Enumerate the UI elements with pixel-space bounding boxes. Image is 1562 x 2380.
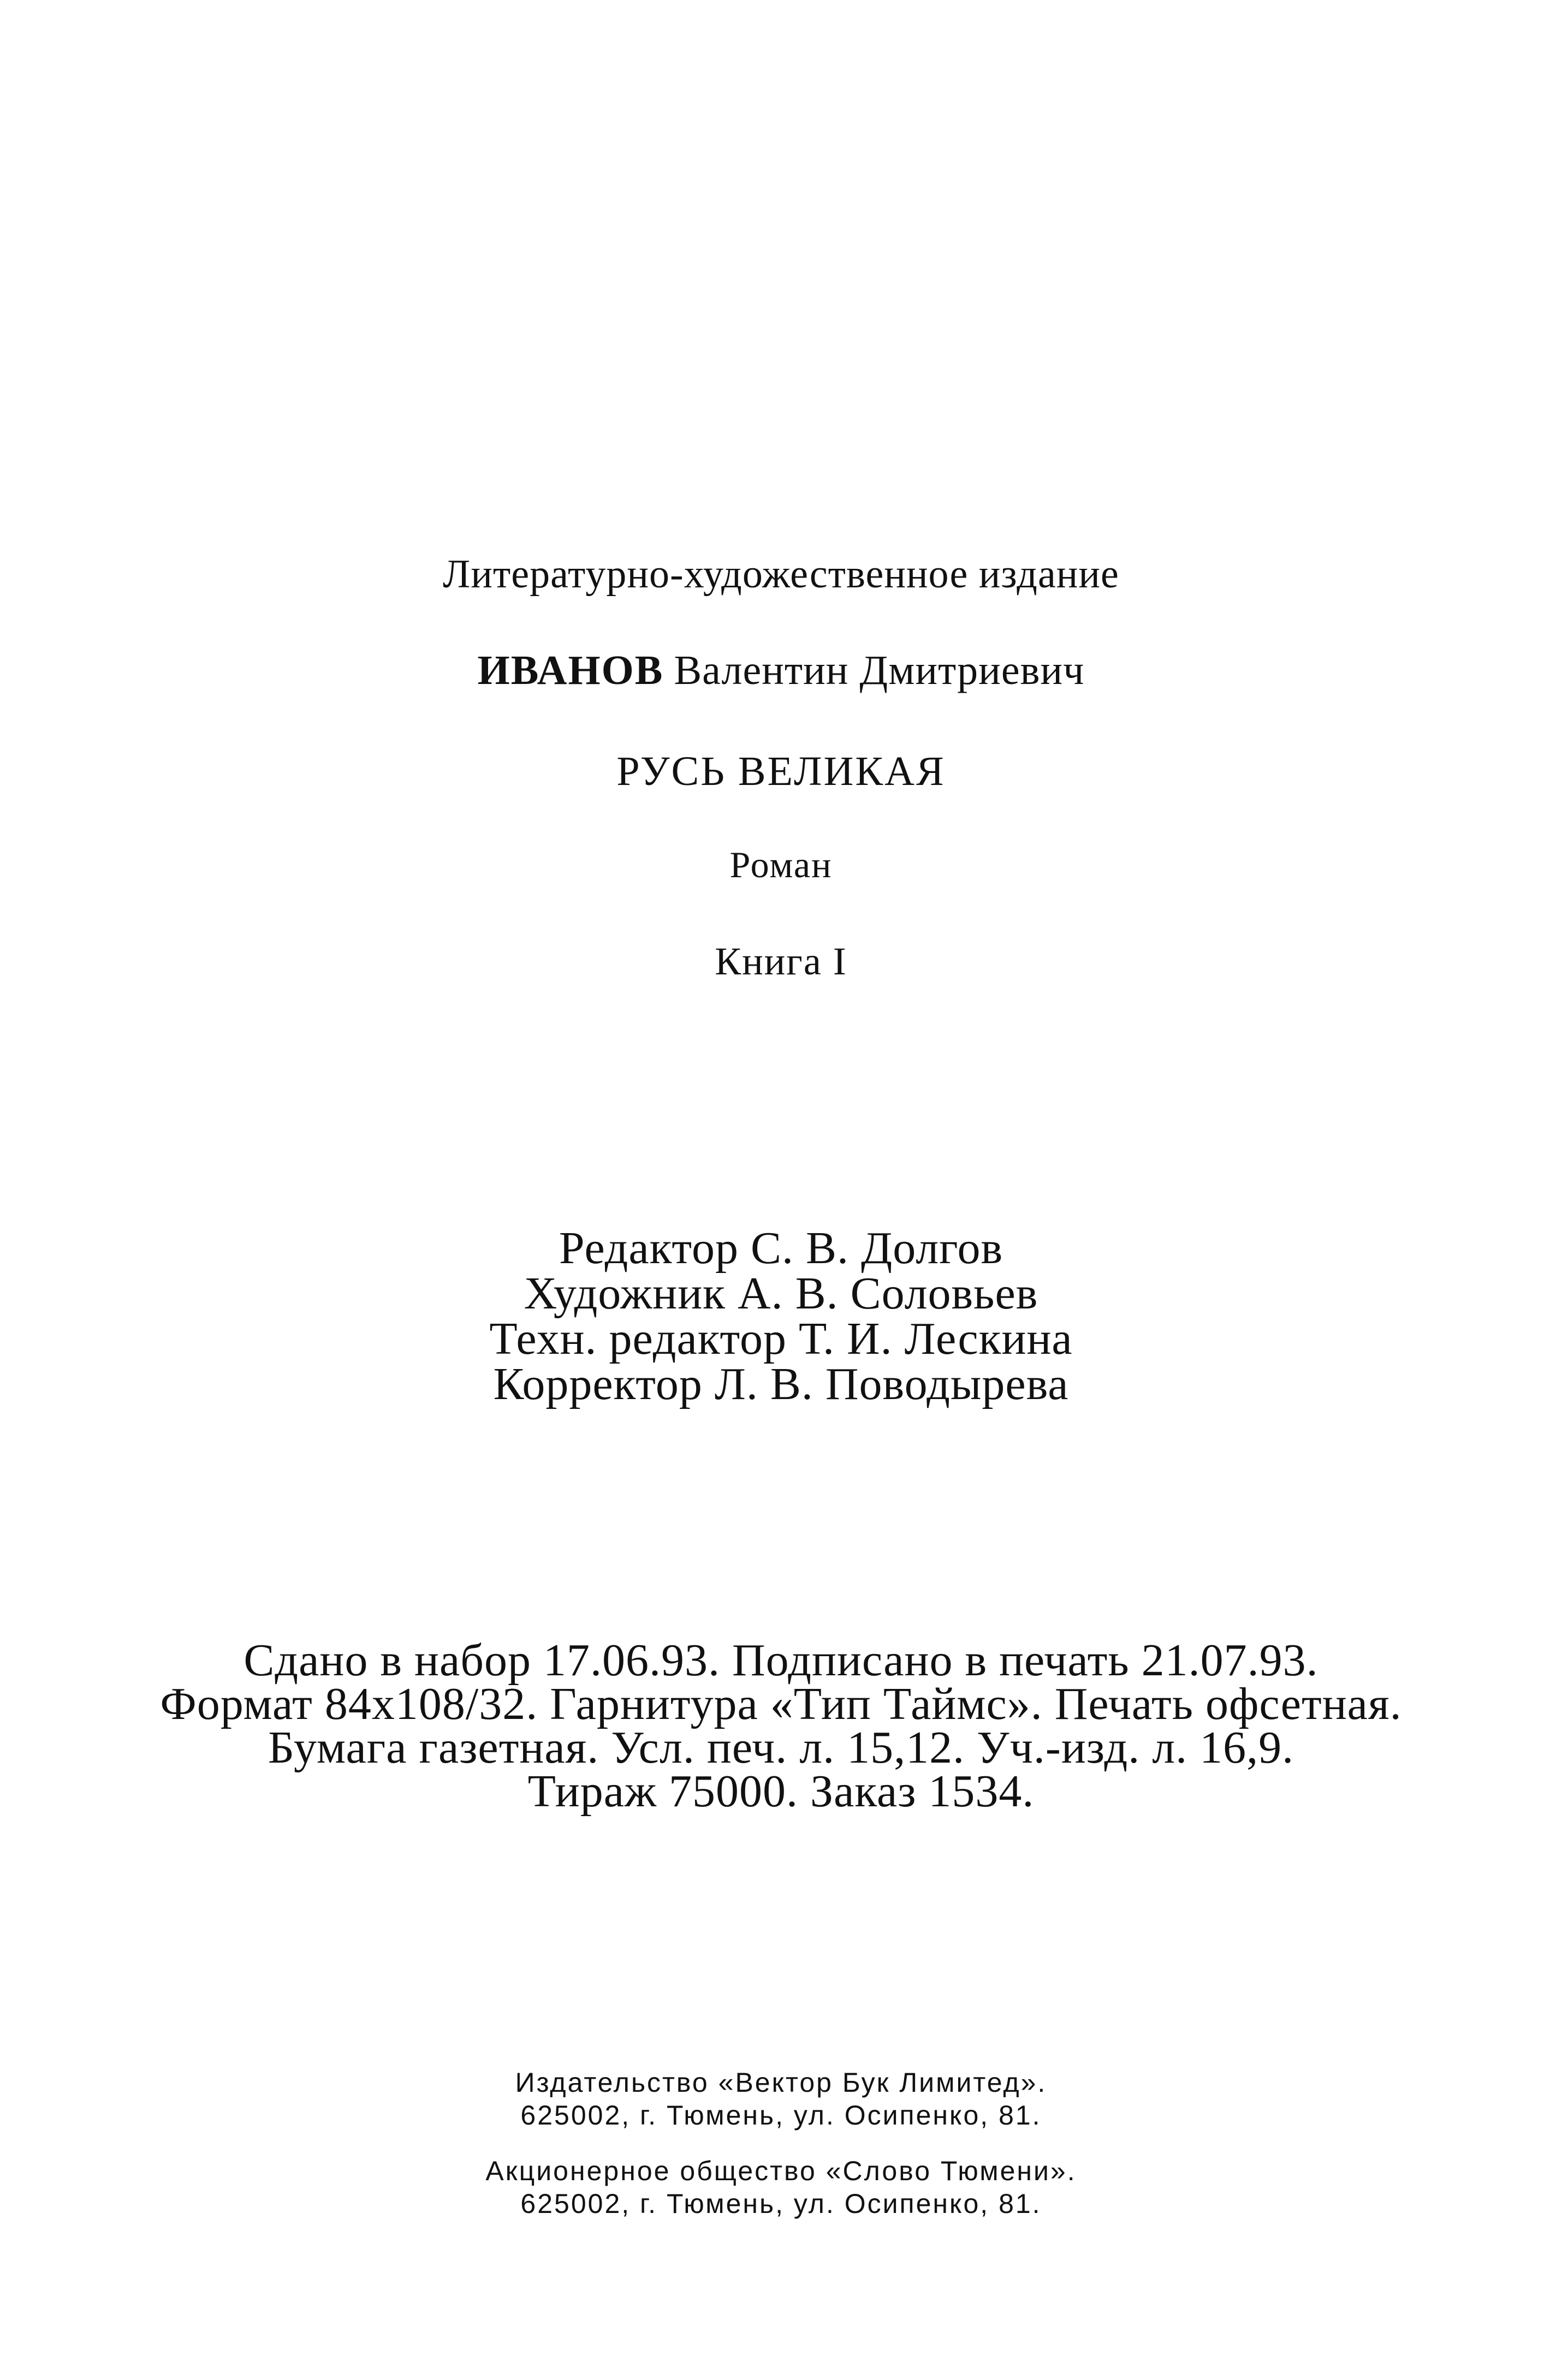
author-surname: ИВАНОВ (477, 647, 664, 693)
volume-label: Книга I (715, 939, 847, 983)
author-name (0, 647, 1562, 693)
publisher-name: Издательство «Вектор Бук Лимитед». (515, 2067, 1047, 2098)
printer-address: 625002, г. Тюмень, ул. Осипенко, 81. (520, 2188, 1042, 2219)
staff-artist: Художник А. В. Соловьев (524, 1268, 1038, 1319)
printer-name: Акционерное общество «Слово Тюмени». (485, 2156, 1077, 2186)
staff-proofreader: Корректор Л. В. Поводырева (493, 1359, 1069, 1409)
staff-editor: Редактор С. В. Долгов (559, 1223, 1003, 1274)
staff-tech-editor: Техн. редактор Т. И. Лескина (489, 1313, 1073, 1364)
edition-type: Литературно-художественное издание (443, 552, 1119, 597)
print-dates: Сдано в набор 17.06.93. Подписано в печать 21.07.93. (243, 1635, 1319, 1686)
publisher-address: 625002, г. Тюмень, ул. Осипенко, 81. (520, 2100, 1042, 2131)
print-run: Тираж 75000. Заказ 1534. (527, 1766, 1035, 1817)
book-title: РУСЬ ВЕЛИКАЯ (616, 748, 946, 794)
genre-label: Роман (729, 844, 833, 885)
print-format: Формат 84х108/32. Гарнитура «Тип Таймс». Печать офсетная. (160, 1679, 1402, 1729)
print-paper: Бумага газетная. Усл. печ. л. 15,12. Уч.-изд. л. 16,9. (268, 1722, 1294, 1773)
author-given-names: Валентин Дмитриевич (674, 647, 1085, 693)
